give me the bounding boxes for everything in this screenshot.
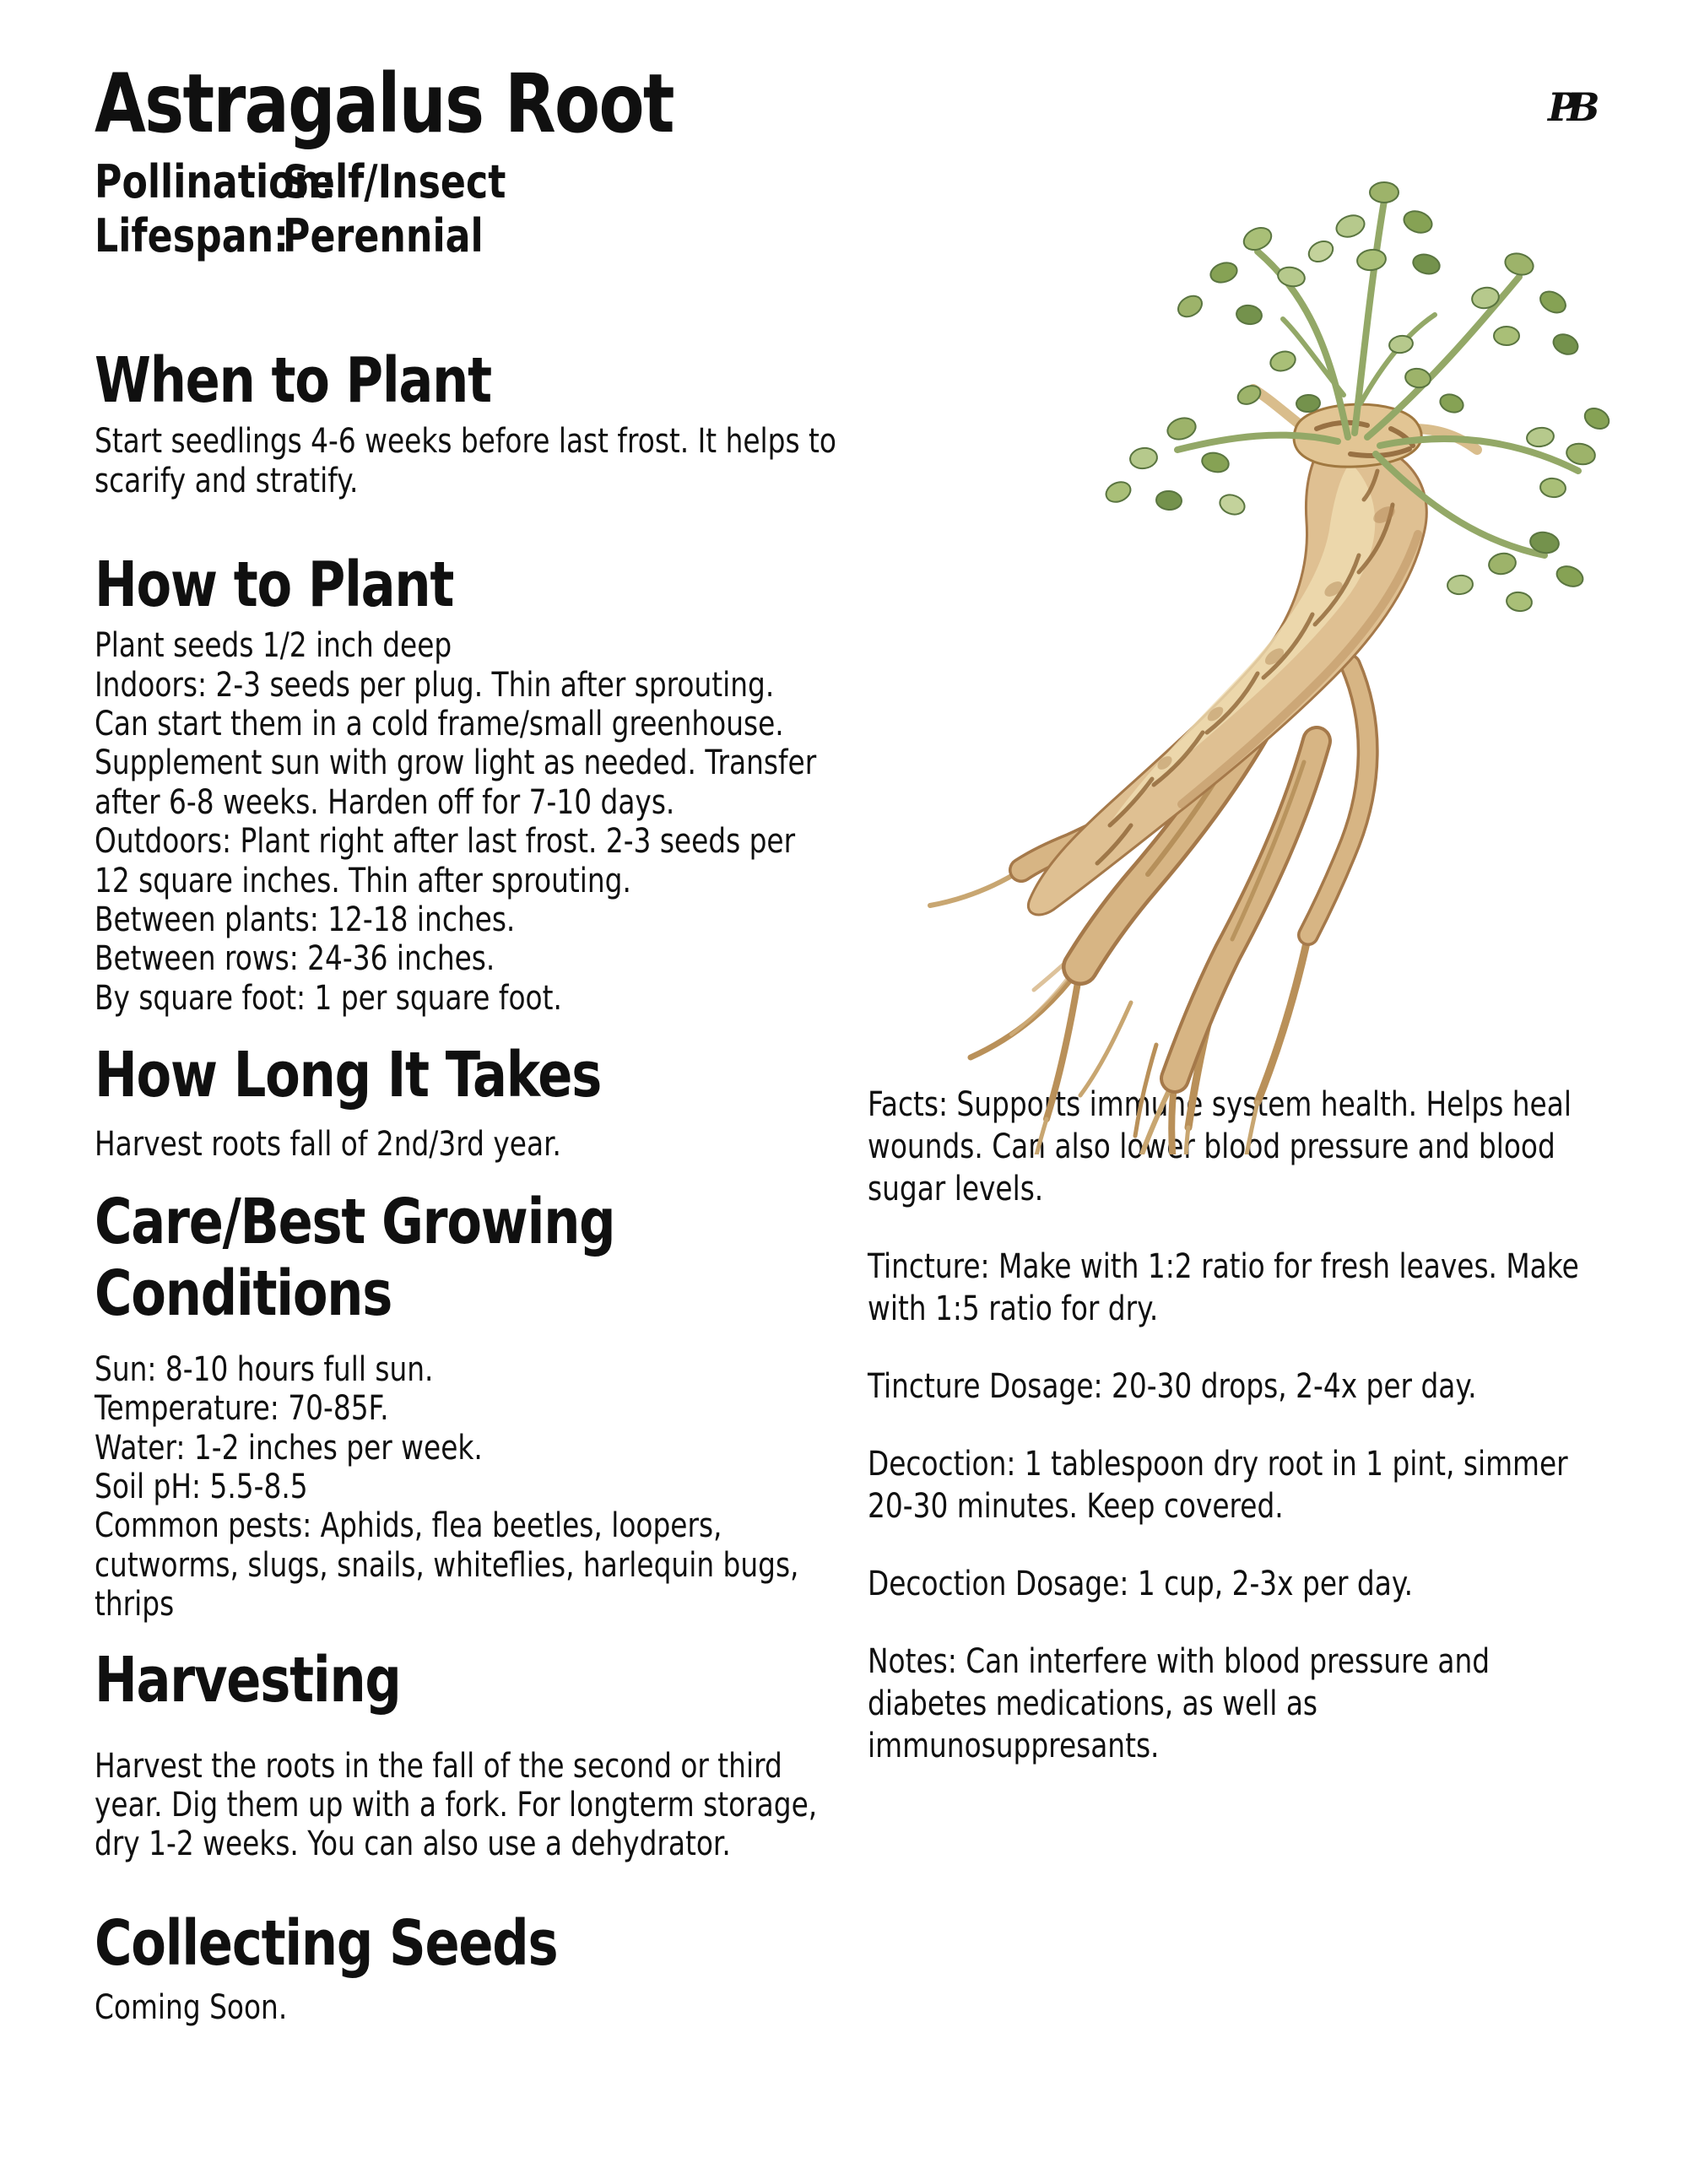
indoors-text: Indoors: 2-3 seeds per plug. Thin after sprouting. Can start them in a cold frame/small greenhouse. Supplement sun with grow light as needed. Transfer after 6-8 weeks. Harden off for 7-10 days. xyxy=(95,665,817,822)
by-square-foot-text: By square foot: 1 per square foot. xyxy=(95,978,562,1018)
section-how-to-plant xyxy=(95,549,836,1018)
collecting-seeds-heading: Collecting Seeds xyxy=(95,1906,558,1980)
tincture-dosage-paragraph: Tincture Dosage: 20-30 drops, 2-4x per day. xyxy=(868,1367,1477,1406)
decoction-dosage-paragraph: Decoction Dosage: 1 cup, 2-3x per day. xyxy=(868,1565,1414,1603)
page-title: Astragalus Root xyxy=(95,57,674,151)
between-rows-text: Between rows: 24-36 inches. xyxy=(95,939,495,979)
pollination-label: Pollination: xyxy=(95,154,336,208)
soil-ph-text: Soil pH: 5.5-8.5 xyxy=(95,1467,308,1506)
collecting-seeds-text: Coming Soon. xyxy=(95,1987,288,2027)
seed-depth-text: Plant seeds 1/2 inch deep xyxy=(95,626,452,666)
lifespan-row xyxy=(95,209,836,264)
right-column xyxy=(868,1084,1610,1803)
section-collecting-seeds xyxy=(95,1908,836,2027)
pollination-row xyxy=(95,155,836,210)
lifespan-value: Perennial xyxy=(283,209,484,263)
outdoors-text: Outdoors: Plant right after last frost. 2-3 seeds per 12 square inches. Thin after sprouting. xyxy=(95,822,796,900)
astragalus-root-illustration xyxy=(878,150,1612,1154)
notes-paragraph: Notes: Can interfere with blood pressure and diabetes medications, as well as immunosuppresants. xyxy=(868,1642,1491,1765)
how-long-text: Harvest roots fall of 2nd/3rd year. xyxy=(95,1125,561,1165)
pollination-value: Self/Insect xyxy=(283,154,506,208)
section-harvesting xyxy=(95,1645,836,1864)
temperature-text: Temperature: 70-85F. xyxy=(95,1389,389,1429)
when-to-plant-heading: When to Plant xyxy=(95,344,491,418)
how-to-plant-heading: How to Plant xyxy=(95,549,454,622)
between-plants-text: Between plants: 12-18 inches. xyxy=(95,900,516,939)
how-long-heading: How Long It Takes xyxy=(95,1039,602,1112)
decoction-paragraph: Decoction: 1 tablespoon dry root in 1 pint, simmer 20-30 minutes. Keep covered. xyxy=(868,1445,1568,1526)
tincture-paragraph: Tincture: Make with 1:2 ratio for fresh leaves. Make with 1:5 ratio for dry. xyxy=(868,1247,1579,1328)
care-heading: Care/Best Growing Conditions xyxy=(95,1185,615,1330)
common-pests-text: Common pests: Aphids, flea beetles, loopers, cutworms, slugs, snails, whiteflies, harlequin bugs, thrips xyxy=(95,1506,799,1624)
left-column xyxy=(95,57,836,2027)
harvesting-text: Harvest the roots in the fall of the second or third year. Dig them up with a fork. For longterm storage, dry 1-2 weeks. You can also use a dehydrator. xyxy=(95,1746,818,1864)
harvesting-heading: Harvesting xyxy=(95,1643,401,1716)
when-to-plant-text: Start seedlings 4-6 weeks before last frost. It helps to scarify and stratify. xyxy=(95,422,836,500)
lifespan-label: Lifespan: xyxy=(95,209,289,263)
pb-monogram-logo: PB xyxy=(1548,84,1590,130)
water-text: Water: 1-2 inches per week. xyxy=(95,1428,483,1468)
section-how-long-it-takes xyxy=(95,1040,836,1164)
section-when-to-plant xyxy=(95,345,836,500)
sun-text: Sun: 8-10 hours full sun. xyxy=(95,1349,434,1389)
root-illustration-svg xyxy=(878,150,1612,1154)
section-care-conditions xyxy=(95,1187,836,1624)
facts-paragraph: Facts: Supports immune system health. Helps heal wounds. Can also lower blood pressure and blood sugar levels. xyxy=(868,1085,1572,1208)
plant-attributes xyxy=(95,155,836,265)
